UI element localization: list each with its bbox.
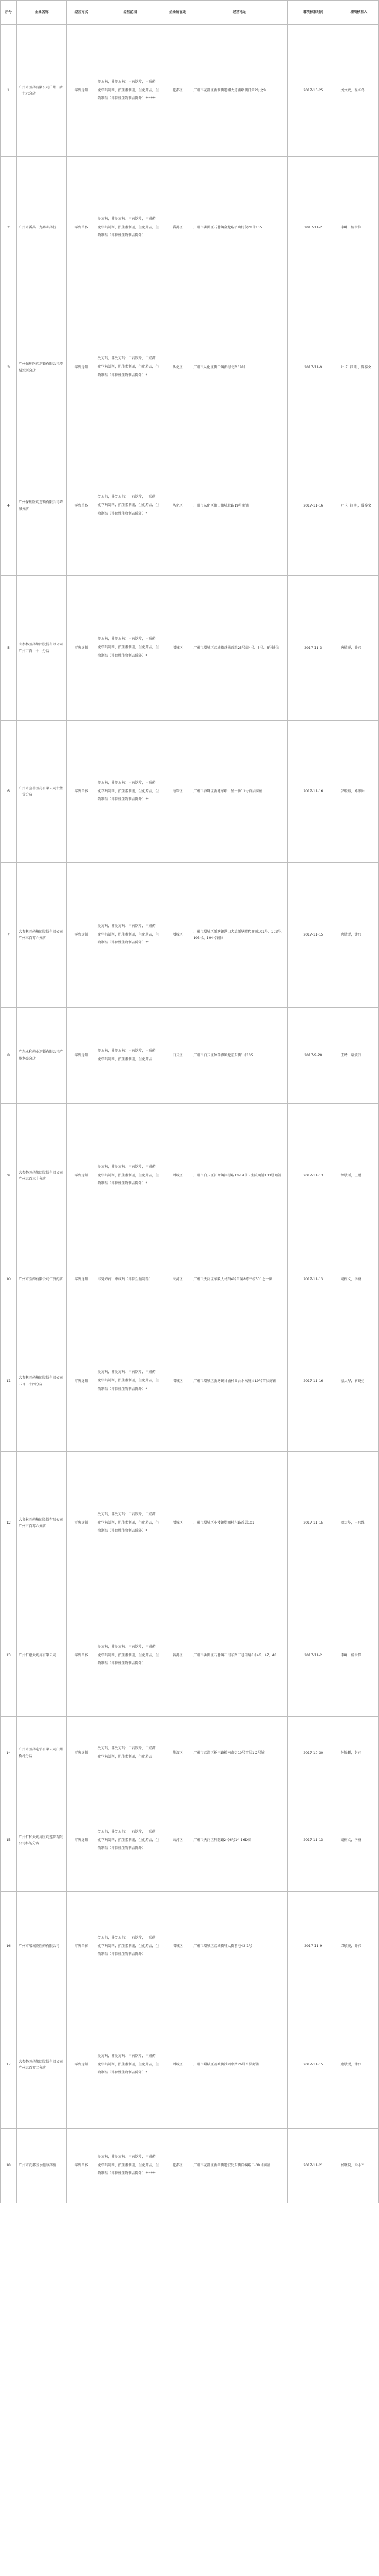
table-row xyxy=(1,1595,379,1717)
business-scope-cell: 处方药，非处方药：中药饮片，中成药，化学药制剂，抗生素制剂，生化药品，生物制品（排除性生物制品除外）* xyxy=(96,1104,164,1248)
company-name-cell: 大参林医药集团股份有限公司五百二十四分店 xyxy=(17,1311,67,1452)
district-cell: 从化区 xyxy=(164,436,191,576)
approval-date-cell: 2017-11-3 xyxy=(288,576,339,721)
business-scope-cell: 处方药，非处方药：中药饮片，中成药，化学药制剂，抗生素制剂，生化药品，生物制品（排除性生物制品除外）****** xyxy=(96,2129,164,2203)
business-mode-cell: 零售连锁 xyxy=(67,1008,96,1104)
company-name-cell: 大参林医药集团股份有限公司广州五百零二分店 xyxy=(17,2001,67,2129)
business-mode-cell: 零售单体 xyxy=(67,157,96,299)
business-scope-cell: 处方药，非处方药：中药饮片，中成药，化学药制剂，抗生素制剂，生化药品，生物制品（排除性生物制品除外）* xyxy=(96,576,164,721)
business-mode-cell: 零售连锁 xyxy=(67,1248,96,1311)
approver-cell: 唐敏锐，钟伟 xyxy=(339,576,378,721)
row-number-cell: 18 xyxy=(1,2129,17,2203)
business-mode-cell: 零售连锁 xyxy=(67,576,96,721)
business-mode-cell: 零售单体 xyxy=(67,2129,96,2203)
company-name-cell: 广州市花都区永健康药房 xyxy=(17,2129,67,2203)
business-mode-cell: 零售连锁 xyxy=(67,299,96,436)
approver-cell: 蔡大华，王伟维 xyxy=(339,1452,378,1595)
business-mode-cell: 零售单体 xyxy=(67,1595,96,1717)
approval-date-cell: 2017-11-15 xyxy=(288,2001,339,2129)
table-row xyxy=(1,2129,379,2203)
approval-date-cell: 2017-11-13 xyxy=(288,1104,339,1248)
district-cell: 增城区 xyxy=(164,576,191,721)
approval-date-cell: 2017-10-25 xyxy=(288,25,339,157)
company-name-cell: 广州市医药有限公司广州二店一十六分店 xyxy=(17,25,67,157)
approver-cell: 李峰，杨世锋 xyxy=(339,1595,378,1717)
table-row xyxy=(1,721,379,863)
business-address-cell: 广州市花都区新雅街道湘大道南路侧门第2号之9 xyxy=(191,25,288,157)
table-row xyxy=(1,1892,379,2001)
row-number-cell: 2 xyxy=(1,157,17,299)
business-scope-cell: 处方药，非处方药：中药饮片，中成药，化学药制剂，抗生素制剂，生化药品，生物制品（排除性生物制品除外）* xyxy=(96,1452,164,1595)
business-address-cell: 广州市增城区小楼镇腊圃村东路首层101 xyxy=(191,1452,288,1595)
approver-cell: 李峰，杨世锋 xyxy=(339,157,378,299)
district-cell: 海珠区 xyxy=(164,721,191,863)
business-address-cell: 广州市增城区荔城街荔景西路25号商4号、5号、6号铺位 xyxy=(191,576,288,721)
table-row xyxy=(1,157,379,299)
approval-date-cell: 2017-11-21 xyxy=(288,2129,339,2203)
row-number-cell: 7 xyxy=(1,863,17,1008)
company-name-cell: 大参林医药集团股份有限公司广州五百零六分店 xyxy=(17,1452,67,1595)
table-row xyxy=(1,863,379,1008)
row-number-cell: 1 xyxy=(1,25,17,157)
table-row xyxy=(1,1248,379,1311)
business-address-cell: 广州市从化区街口街城北路19号商铺 xyxy=(191,436,288,576)
header-scope: 经营范围 xyxy=(96,1,164,25)
business-address-cell: 广州市番禺区石碁镇金龙路沿山村段28号105 xyxy=(191,157,288,299)
header-address: 经营地址 xyxy=(191,1,288,25)
business-mode-cell: 零售连锁 xyxy=(67,1452,96,1595)
row-number-cell: 8 xyxy=(1,1008,17,1104)
district-cell: 番禺区 xyxy=(164,157,191,299)
approver-cell: 邓敏锐，钟伟 xyxy=(339,1892,378,2001)
company-name-cell: 广州市番禺三九药业药行 xyxy=(17,157,67,299)
table-row xyxy=(1,1717,379,1789)
approval-date-cell: 2017-11-9 xyxy=(288,299,339,436)
approver-cell: 唐敏锐，钟伟 xyxy=(339,2001,378,2129)
approver-cell: 胡树文，李杨 xyxy=(339,1248,378,1311)
business-address-cell: 广州市白云区江高镇江村路13-19号卫生院商铺103号商铺 xyxy=(191,1104,288,1248)
approval-date-cell: 2017-11-9 xyxy=(288,1892,339,2001)
row-number-cell: 16 xyxy=(1,1892,17,2001)
row-number-cell: 15 xyxy=(1,1789,17,1892)
company-name-cell: 广州市医药连锁有限公司广州桥村分店 xyxy=(17,1717,67,1789)
row-number-cell: 6 xyxy=(1,721,17,863)
district-cell: 天河区 xyxy=(164,1789,191,1892)
header-district: 企业所在地 xyxy=(164,1,191,25)
row-number-cell: 17 xyxy=(1,2001,17,2129)
approver-cell: 叶 阳 韩 明，曾泰文 xyxy=(339,299,378,436)
table-row xyxy=(1,1104,379,1248)
approver-cell: 胡树文，李杨 xyxy=(339,1789,378,1892)
company-name-cell: 广州市增城荔医药有限公司 xyxy=(17,1892,67,2001)
business-scope-cell: 处方药，非处方药：中药饮片，中成药，化学药制剂，抗生素制剂，生化药品，生物制品（排除性生物制品除外） xyxy=(96,1789,164,1892)
business-address-cell: 广州市天河区车陂大马路4号自编8栋三楼301之一房 xyxy=(191,1248,288,1311)
business-address-cell: 广州市海珠区新港东路十堡一份11号首层商铺 xyxy=(191,721,288,863)
business-scope-cell: 处方药，非处方药：中药饮片，中成药，化学药制剂，抗生素制剂，生化药品，生物制品（排除性生物制品除外）****** xyxy=(96,25,164,157)
table-row xyxy=(1,576,379,721)
company-name-cell: 广州保利医药连锁有限公司增城沙河分店 xyxy=(17,299,67,436)
district-cell: 从化区 xyxy=(164,299,191,436)
approver-cell: 侯晓晓，梁小平 xyxy=(339,2129,378,2203)
business-address-cell: 广州市番禺区石碁镇石岗东路三巷自编8号46、47、48 xyxy=(191,1595,288,1717)
row-number-cell: 13 xyxy=(1,1595,17,1717)
approver-cell: 罗晓燕，邓雅娟 xyxy=(339,721,378,863)
district-cell: 天河区 xyxy=(164,1248,191,1311)
approval-date-cell: 2017-11-16 xyxy=(288,436,339,576)
table-body xyxy=(1,25,379,2203)
business-address-cell: 广州市从化区街口镇新村北路19号 xyxy=(191,299,288,436)
business-scope-cell: 处方药，非处方药：中药饮片，中成药，化学药制剂，抗生素制剂，生化药品，生物制品（排除性生物制品除外） xyxy=(96,1892,164,2001)
company-name-cell: 广州市宝善医药有限公司十堡一份分店 xyxy=(17,721,67,863)
business-mode-cell: 零售连锁 xyxy=(67,1311,96,1452)
business-address-cell: 广州市增城区荔城街沙园中路26号首层商铺 xyxy=(191,2001,288,2129)
approval-date-cell: 2017-11-2 xyxy=(288,157,339,299)
company-name-cell: 广州市医药有限公司仁济药店 xyxy=(17,1248,67,1311)
business-scope-cell: 处方药，非处方药：中药饮片，中成药，化学药制剂，抗生素制剂，生化药品，生物制品（排除性生物制品除外）* xyxy=(96,436,164,576)
approval-date-cell: 2017-11-15 xyxy=(288,863,339,1008)
business-mode-cell: 零售单体 xyxy=(67,1892,96,2001)
table-row xyxy=(1,1311,379,1452)
business-address-cell: 广州市荔湾区桥中路桥南南街10号首层1-2号铺 xyxy=(191,1717,288,1789)
business-address-cell: 广州市花都区新华街道宏发东街自编路中-38号商铺 xyxy=(191,2129,288,2203)
approver-cell: 王绪，谢欣行 xyxy=(339,1008,378,1104)
business-scope-cell: 处方药，非处方药：中药饮片，中成药，化学药制剂，抗生素制剂，生化药品，生物制品（排除性生物制品除外）** xyxy=(96,863,164,1008)
header-no: 序号 xyxy=(1,1,17,25)
business-mode-cell: 零售连锁 xyxy=(67,1789,96,1892)
district-cell: 增城区 xyxy=(164,1892,191,2001)
approver-cell: 钟锋鹏，赵佳 xyxy=(339,1717,378,1789)
approval-date-cell: 2017-11-15 xyxy=(288,1452,339,1595)
company-name-cell: 大参林医药集团股份有限公司广州五百三十分店 xyxy=(17,1104,67,1248)
approval-date-cell: 2017-10-30 xyxy=(288,1717,339,1789)
business-scope-cell: 处方药，非处方药：中药饮片，中成药，化学药制剂，抗生素制剂，生化药品，生物制品（排除性生物制品除外） xyxy=(96,157,164,299)
approval-date-cell: 2017-11-2 xyxy=(288,1595,339,1717)
business-mode-cell: 零售连锁 xyxy=(67,25,96,157)
approval-date-cell: 2017-11-13 xyxy=(288,1248,339,1311)
row-number-cell: 3 xyxy=(1,299,17,436)
business-address-cell: 广州市增城区荔城街埔大街前巷42-1号 xyxy=(191,1892,288,2001)
header-date: 增项核准时间 xyxy=(288,1,339,25)
business-scope-cell: 处方药，非处方药：中药饮片，中成药，化学药制剂，抗生素制剂，生化药品 xyxy=(96,1717,164,1789)
approval-date-cell: 2017-11-16 xyxy=(288,1311,339,1452)
approval-date-cell: 2017-11-16 xyxy=(288,721,339,863)
business-mode-cell: 零售连锁 xyxy=(67,2001,96,2129)
header-name: 企业名称 xyxy=(17,1,67,25)
business-mode-cell: 零售连锁 xyxy=(67,1717,96,1789)
table-row xyxy=(1,436,379,576)
business-mode-cell: 零售单体 xyxy=(67,436,96,576)
business-mode-cell: 零售连锁 xyxy=(67,1104,96,1248)
row-number-cell: 12 xyxy=(1,1452,17,1595)
table-row xyxy=(1,1008,379,1104)
row-number-cell: 9 xyxy=(1,1104,17,1248)
business-scope-cell: 处方药，非处方药：中药饮片，中成药，化学药制剂，抗生素制剂，生化药品，生物制品（排除性生物制品除外） xyxy=(96,1595,164,1717)
district-cell: 增城区 xyxy=(164,863,191,1008)
row-number-cell: 10 xyxy=(1,1248,17,1311)
district-cell: 增城区 xyxy=(164,1452,191,1595)
company-name-cell: 广州保利医药连锁有限公司增城分店 xyxy=(17,436,67,576)
row-number-cell: 5 xyxy=(1,576,17,721)
row-number-cell: 11 xyxy=(1,1311,17,1452)
business-scope-cell: 处方药，非处方药：中药饮片，中成药，化学药制剂，抗生素制剂，生化药品，生物制品（排除性生物制品除外）* xyxy=(96,299,164,436)
approver-cell: 蔡大华，官晓勇 xyxy=(339,1311,378,1452)
table-row xyxy=(1,2001,379,2129)
approver-cell: 唐敏锐，钟伟 xyxy=(339,863,378,1008)
company-name-cell: 广州仁和大药房医药连锁有限公司科韵分店 xyxy=(17,1789,67,1892)
company-name-cell: 广州仁惠大药房有限公司 xyxy=(17,1595,67,1717)
district-cell: 增城区 xyxy=(164,1104,191,1248)
business-scope-cell: 非处方药：中成药（排除生物制品） xyxy=(96,1248,164,1311)
approver-cell: 钟敏瑶，王鹏 xyxy=(339,1104,378,1248)
business-scope-cell: 处方药，非处方药：中药饮片，中成药，化学药制剂，抗生素制剂，生化药品，生物制品（排除性生物制品除外）* xyxy=(96,2001,164,2129)
district-cell: 白云区 xyxy=(164,1008,191,1104)
table-row xyxy=(1,299,379,436)
approval-date-cell: 2017-11-13 xyxy=(288,1789,339,1892)
business-mode-cell: 零售连锁 xyxy=(67,863,96,1008)
business-address-cell: 广州市天河区科韵路2号6号14-16D商 xyxy=(191,1789,288,1892)
row-number-cell: 4 xyxy=(1,436,17,576)
business-scope-cell: 处方药，非处方药：中药饮片，中成药，化学药制剂，抗生素制剂，生化药品 xyxy=(96,1008,164,1104)
table-row xyxy=(1,25,379,157)
approval-date-cell: 2017-9-20 xyxy=(288,1008,339,1104)
business-address-cell: 广州市白云区钟落潭镇龙豪东街1号105 xyxy=(191,1008,288,1104)
approver-cell: 叶 阳 韩 明，曾泰文 xyxy=(339,436,378,576)
company-name-cell: 大参林医药集团股份有限公司广州三百零六分店 xyxy=(17,863,67,1008)
district-cell: 荔湾区 xyxy=(164,1717,191,1789)
business-mode-cell: 零售单体 xyxy=(67,721,96,863)
business-scope-cell: 处方药，非处方药：中药饮片，中成药，化学药制剂，抗生素制剂，生化药品，生物制品（排除性生物制品除外）** xyxy=(96,721,164,863)
business-address-cell: 广州市增城区新塘镇甘涌村圆台水松坡围19号首层商铺 xyxy=(191,1311,288,1452)
company-name-cell: 大参林医药集团股份有限公司广州五百一十一分店 xyxy=(17,576,67,721)
company-name-cell: 广东永和药业连锁有限公司广州龙豪分店 xyxy=(17,1008,67,1104)
header-approver: 增项核准人 xyxy=(339,1,378,25)
table-row xyxy=(1,1789,379,1892)
table-row xyxy=(1,1452,379,1595)
district-cell: 花都区 xyxy=(164,25,191,157)
header-mode: 经营方式 xyxy=(67,1,96,25)
business-scope-cell: 处方药，非处方药：中药饮片，中成药，化学药制剂，抗生素制剂，生化药品，生物制品（排除性生物制品除外）* xyxy=(96,1311,164,1452)
district-cell: 番禺区 xyxy=(164,1595,191,1717)
district-cell: 花都区 xyxy=(164,2129,191,2203)
row-number-cell: 14 xyxy=(1,1717,17,1789)
district-cell: 增城区 xyxy=(164,1311,191,1452)
approver-cell: 刘文龙，程冬冬 xyxy=(339,25,378,157)
business-address-cell: 广州市增城区新塘镇港口大道新塘时代商铺101号、102号、103号、104号铺位 xyxy=(191,863,288,1008)
district-cell: 增城区 xyxy=(164,2001,191,2129)
table-header-row xyxy=(1,1,379,25)
